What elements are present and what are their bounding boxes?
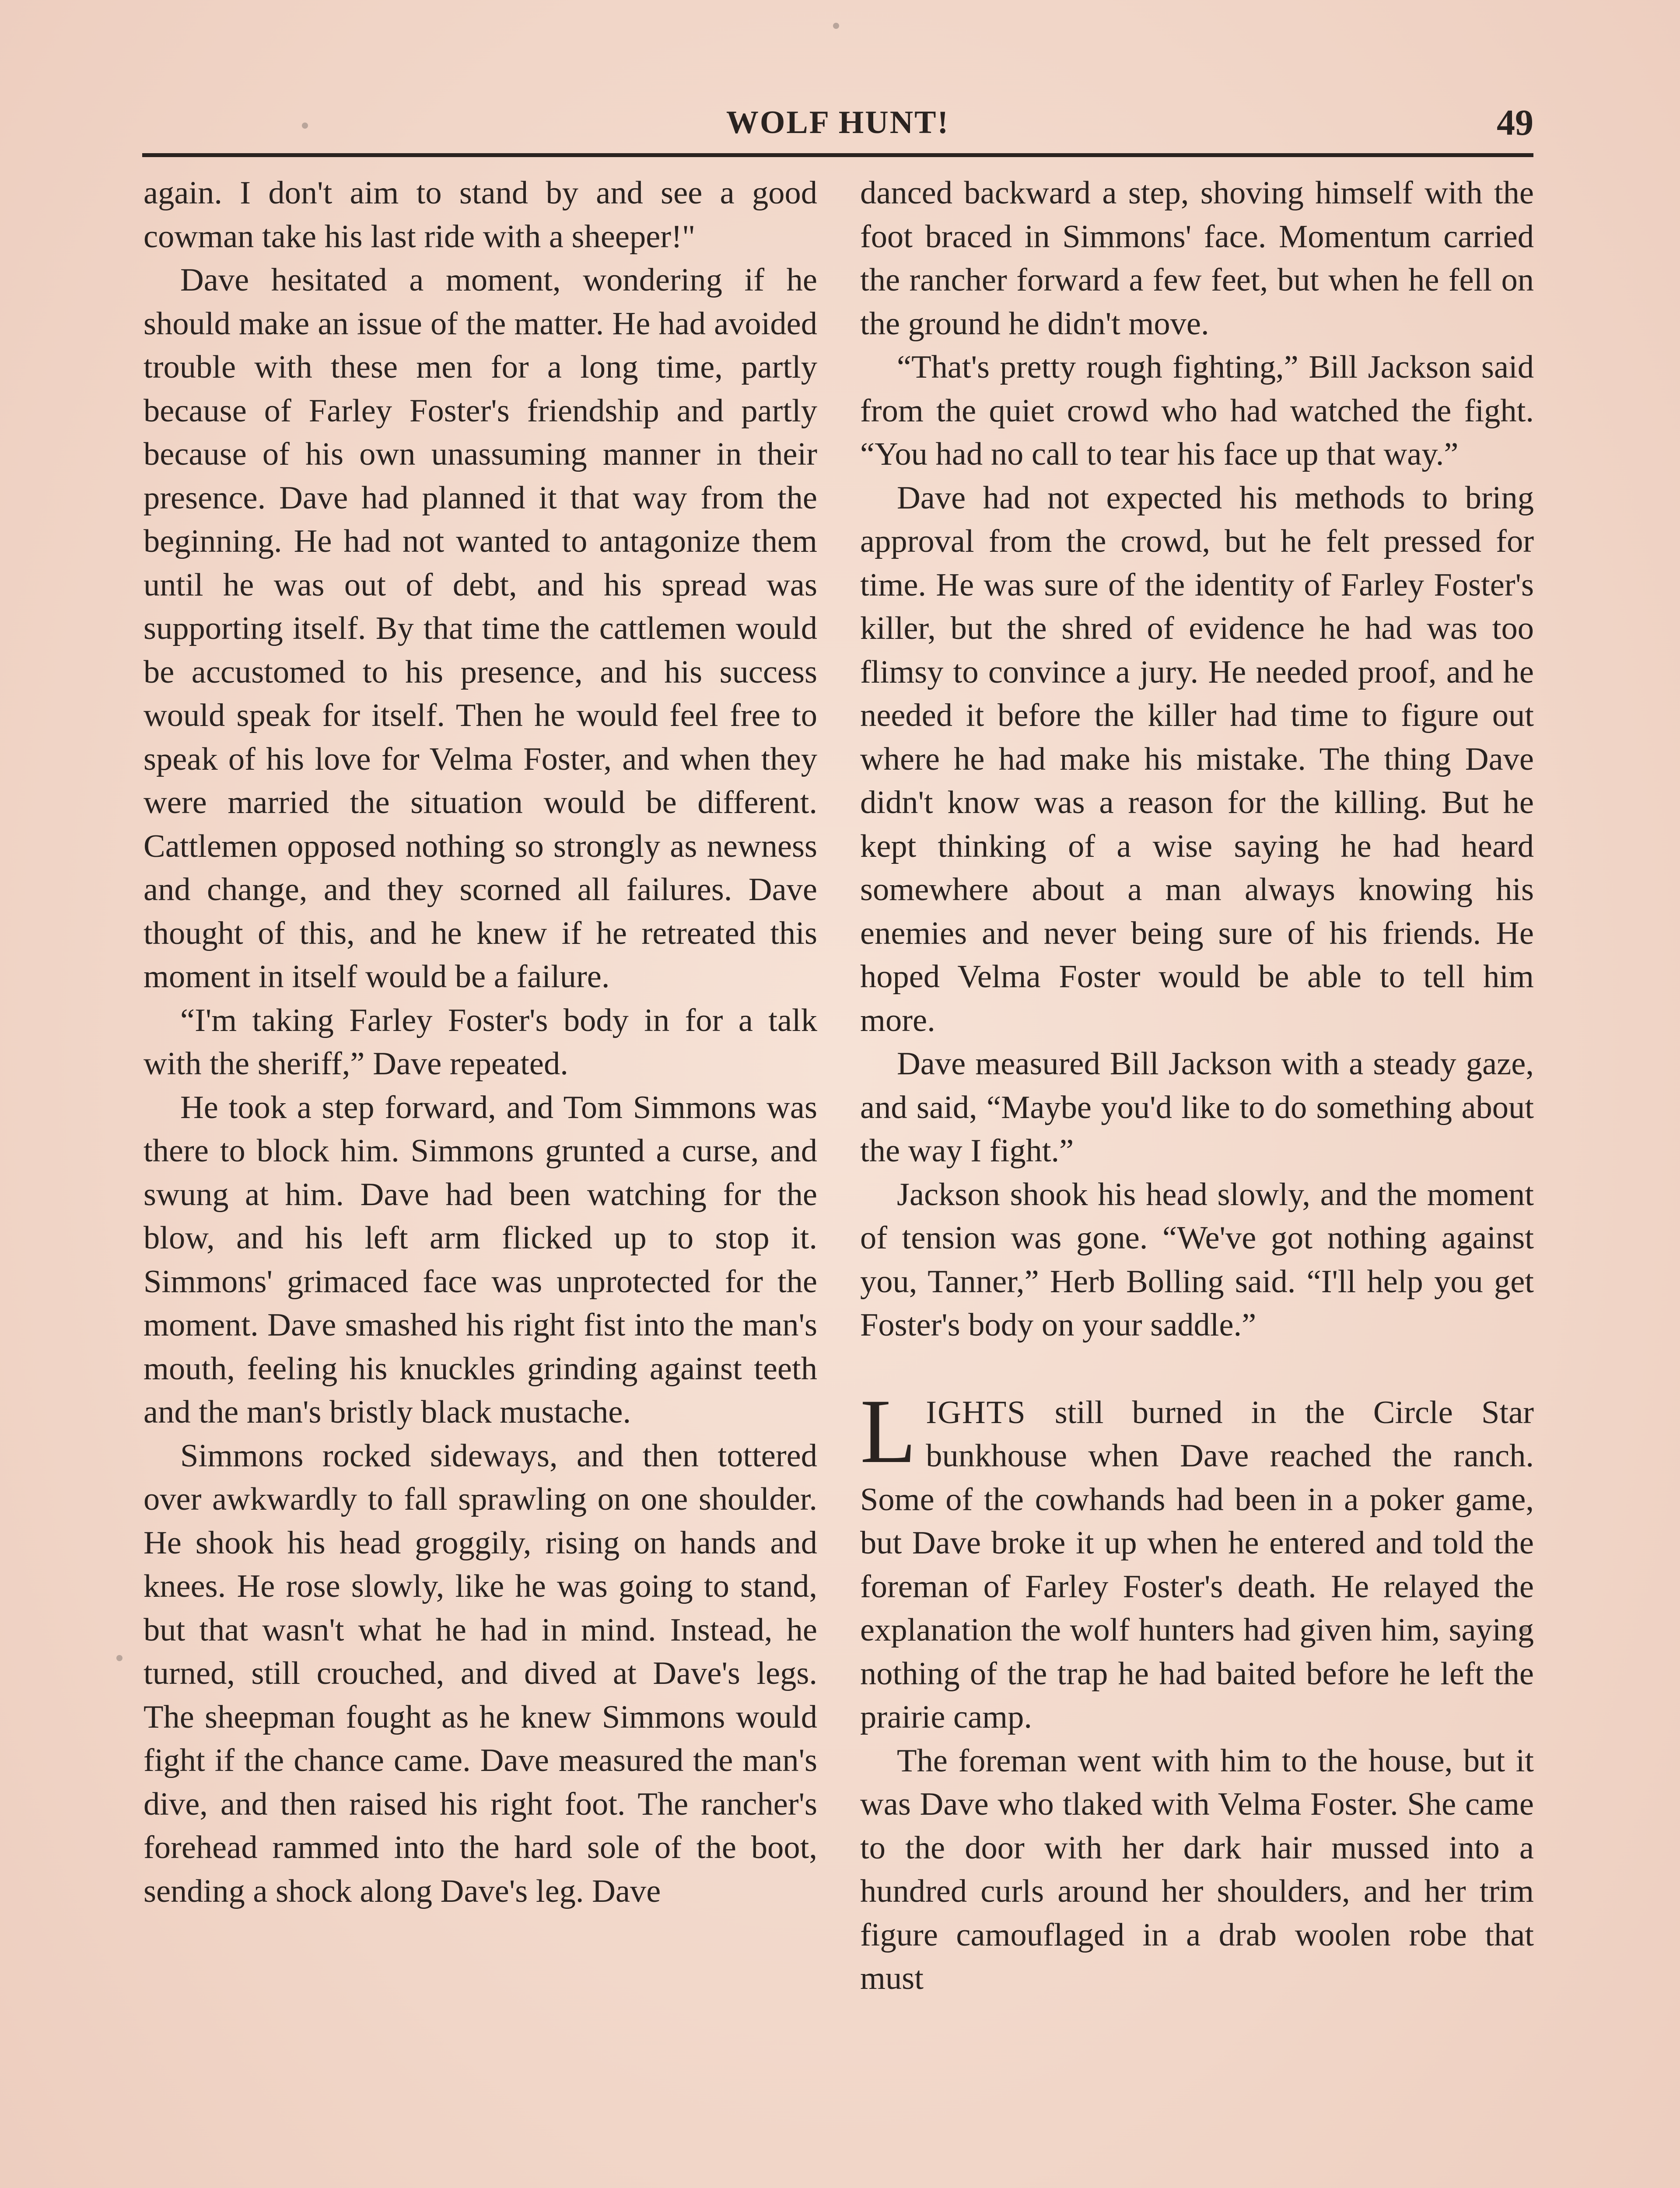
paragraph: “I'm taking Farley Foster's body in for a talk with the sheriff,” Dave repeated. — [144, 1002, 817, 1082]
lead-in-caps: IGHTS — [926, 1394, 1026, 1431]
running-title: WOLF HUNT! — [726, 105, 950, 140]
section-opening-paragraph — [860, 1380, 1534, 1739]
paragraph: “That's pretty rough fighting,” Bill Jackson said from the quiet crowd who had watched the fight. “You had no call to tear his face up that way.” — [860, 349, 1534, 472]
paragraph: danced backward a step, shoving himself with the foot braced in Simmons' face. Momentum carried the rancher forward a few feet, but when he fell on the ground he didn't move. — [860, 175, 1534, 342]
page-header — [142, 100, 1533, 152]
paragraph: Dave hesitated a moment, wondering if he should make an issue of the matter. He had avoided trouble with these men for a long time, partly because of Farley Foster's friendship and partly because of his own unassuming manner in their presence. Dave had planned it that way from the beginning. He had not wanted to antagonize them until he was out of debt, and his spread was supporting itself. By that time the cattlemen would be accustomed to his presence, and his success would speak for itself. Then he would feel free to speak of his love for Velma Foster, and when they were married the situation would be different. Cattlemen opposed nothing so strongly as newness and change, and they scorned all failures. Dave thought of this, and he knew if he retreated this moment in itself would be a failure. — [144, 262, 817, 995]
paragraph: Dave measured Bill Jackson with a steady gaze, and said, “Maybe you'd like to do something about the way I fight.” — [860, 1046, 1534, 1169]
paragraph: Simmons rocked sideways, and then tottered over awkwardly to fall sprawling on one shoulder. He shook his head groggily, rising on hands and knees. He rose slowly, like he was going to stand, but that wasn't what he had in mind. Instead, he turned, still crouched, and dived at Dave's legs. The sheepman fought as he knew Simmons would fight if the chance came. Dave measured the man's dive, and then raised his right foot. The rancher's forehead rammed into the hard sole of the boot, sending a shock along Dave's leg. Dave — [144, 1438, 817, 1909]
paragraph: again. I don't aim to stand by and see a good cowman take his last ride with a sheeper!" — [144, 175, 817, 255]
paper-speck — [833, 23, 839, 29]
paragraph-text: still burned in the Circle Star bunkhouse when Dave reached the ranch. Some of the cowhands had been in a poker game, but Dave broke it up when he entered and told the foreman of Farley Foster's death. He relayed the explanation the wolf hunters had given him, saying nothing of the trap he had baited before he left the prairie camp. — [860, 1394, 1534, 1735]
header-rule — [142, 153, 1533, 157]
paragraph: He took a step forward, and Tom Simmons was there to block him. Simmons grunted a curse, and swung at him. Dave had been watching for the blow, and his left arm flicked up to stop it. Simmons' grimaced face was unprotected for the moment. Dave smashed his right fist into the man's mouth, feeling his knuckles grinding against teeth and the man's bristly black mustache. — [144, 1089, 817, 1430]
page-number: 49 — [1497, 102, 1533, 143]
section-break — [860, 1347, 1534, 1391]
paragraph: Dave had not expected his methods to bring approval from the crowd, but he felt pressed for time. He was sure of the identity of Farley Foster's killer, but the shred of evidence he had was too flimsy to convince a jury. He needed proof, and he needed it before the killer had time to figure out where he had make his mistake. The thing Dave didn't know was a reason for the killing. But he kept thinking of a wise saying he had heard somewhere about a man always knowing his enemies and never being sure of his friends. He hoped Velma Foster would be able to tell him more. — [860, 480, 1534, 1038]
column-right — [860, 172, 1534, 2001]
drop-cap: L — [860, 1380, 917, 1482]
column-left — [144, 172, 817, 1913]
paper-speck — [116, 1655, 122, 1661]
paragraph: Jackson shook his head slowly, and the moment of tension was gone. “We've got nothing against you, Tanner,” Herb Bolling said. “I'll help you get Foster's body on your saddle.” — [860, 1176, 1534, 1343]
paragraph: The foreman went with him to the house, but it was Dave who tlaked with Velma Foster. She came to the door with her dark hair mussed into a hundred curls around her shoulders, and her trim figure camouflaged in a drab woolen robe that must — [860, 1743, 1534, 1996]
